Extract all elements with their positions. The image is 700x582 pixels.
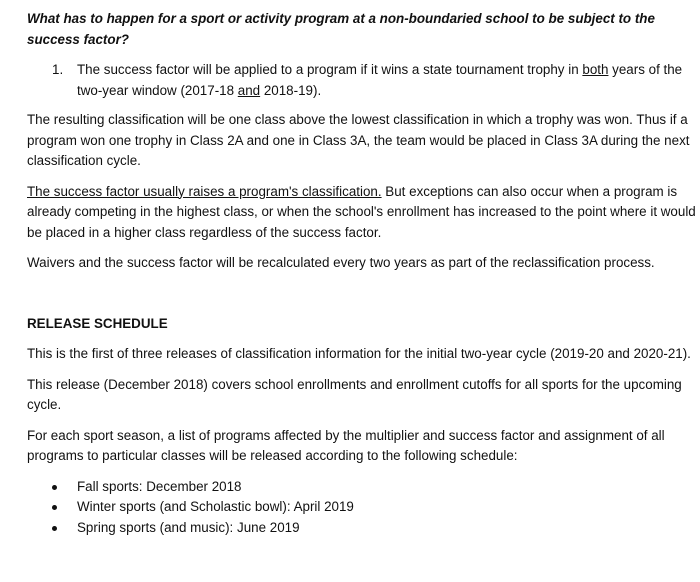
numbered-list [27, 60, 699, 101]
schedule-list [27, 477, 699, 539]
success-factor-question: What has to happen for a sport or activity program at a non-boundaried school to be subject to the success factor? [27, 11, 655, 47]
exceptions-underlined-text: The success factor usually raises a program's classification. [27, 183, 382, 199]
item-text-both: both [582, 62, 609, 77]
section-spacer [27, 284, 699, 314]
exceptions-paragraph [27, 182, 699, 244]
bullet-icon [52, 485, 57, 490]
waivers-paragraph: Waivers and the success factor will be recalculated every two years as part of the reclassification process. [27, 255, 655, 270]
this-release-paragraph: This release (December 2018) covers school enrollments and enrollment cutoffs for all sports for the upcoming cycle. [27, 376, 682, 412]
season-paragraph: For each sport season, a list of programs affected by the multiplier and success factor and assignment of all programs to particular classes will be released according to the following schedule: [27, 427, 665, 463]
bullet-icon [52, 526, 57, 531]
list-item [27, 477, 699, 498]
list-number: 1. [52, 62, 64, 77]
schedule-item-text: Fall sports: December 2018 [77, 478, 242, 494]
schedule-item-text: Spring sports (and music): June 2019 [77, 519, 300, 535]
list-item [27, 518, 699, 539]
document-body [27, 9, 699, 538]
schedule-item-text: Winter sports (and Scholastic bowl): April 2019 [77, 499, 354, 514]
item-text-a: The success factor will be applied to a program if it wins a state tournament trophy in [77, 62, 583, 77]
exceptions-text: But exceptions can also occur when a program is already competing in the highest class, or when the school's enrollment has increased to the point where it would be placed in a higher class regardless of the success factor. [27, 183, 696, 240]
release-schedule-title: RELEASE SCHEDULE [27, 315, 168, 331]
classification-paragraph: The resulting classification will be one class above the lowest classification in which a trophy was won. Thus if a program won one trophy in Class 2A and one in Class 3A, the team would be placed in Class 3A during the next classification cycle. [27, 112, 690, 168]
first-release-paragraph: This is the first of three releases of classification information for the initial two-year cycle (2019-20 and 2020-21). [27, 346, 691, 361]
list-item [27, 497, 699, 518]
item-text-b: years of the two-year window (2017-18 [77, 62, 683, 98]
item-text-c: 2018-19). [260, 82, 322, 98]
list-item [27, 60, 699, 101]
bullet-icon [52, 505, 57, 510]
item-text-and: and [237, 82, 261, 98]
